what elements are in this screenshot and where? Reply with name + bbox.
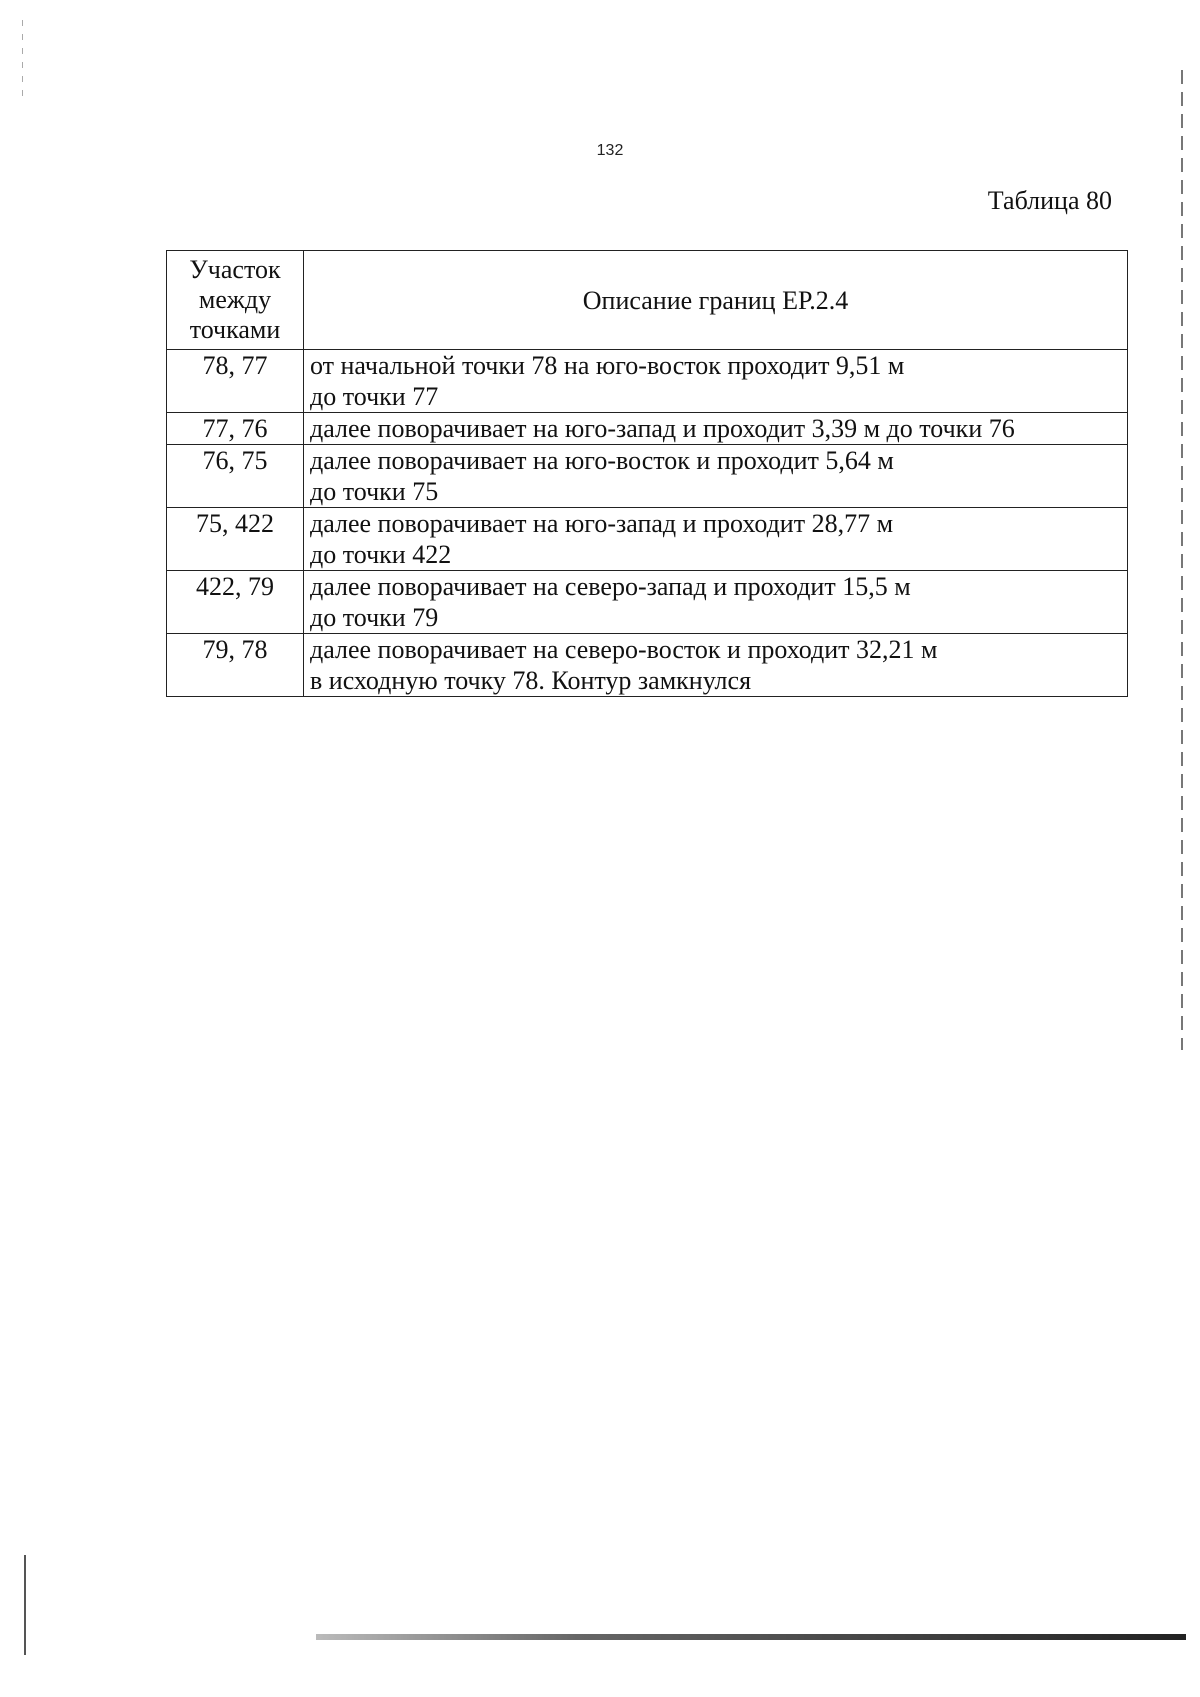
description-line: далее поворачивает на юго-запад и проходит 3,39 м до точки 76 bbox=[310, 414, 1015, 443]
header-description: Описание границ ЕР.2.4 bbox=[304, 251, 1128, 350]
description-line: от начальной точки 78 на юго-восток проходит 9,51 м bbox=[310, 351, 905, 380]
header-segment-line: Участок bbox=[189, 255, 281, 284]
description-cell bbox=[304, 350, 1128, 413]
table-row bbox=[167, 571, 1128, 634]
description-line: далее поворачивает на северо-запад и проходит 15,5 м bbox=[310, 572, 911, 601]
table-caption: Таблица 80 bbox=[987, 186, 1112, 215]
segment-cell: 75, 422 bbox=[167, 508, 304, 571]
description-line: до точки 79 bbox=[310, 603, 439, 632]
description-cell bbox=[304, 413, 1128, 445]
header-segment-line: между bbox=[198, 285, 272, 314]
table-row bbox=[167, 634, 1128, 697]
description-line: далее поворачивает на юго-запад и проходит 28,77 м bbox=[310, 509, 894, 538]
description-cell bbox=[304, 634, 1128, 697]
description-cell bbox=[304, 571, 1128, 634]
description-line: до точки 422 bbox=[310, 540, 452, 569]
header-segment-line: точками bbox=[189, 315, 281, 344]
segment-cell: 77, 76 bbox=[167, 413, 304, 445]
table-row bbox=[167, 508, 1128, 571]
table-row bbox=[167, 445, 1128, 508]
description-line: до точки 77 bbox=[310, 382, 439, 411]
segment-cell: 79, 78 bbox=[167, 634, 304, 697]
description-line: далее поворачивает на северо-восток и проходит 32,21 м bbox=[310, 635, 938, 664]
segment-cell: 422, 79 bbox=[167, 571, 304, 634]
description-cell bbox=[304, 508, 1128, 571]
scan-edge-mark bbox=[22, 20, 23, 100]
table-row bbox=[167, 350, 1128, 413]
page-number: 132 bbox=[596, 142, 624, 159]
description-line: до точки 75 bbox=[310, 477, 439, 506]
header-segment bbox=[167, 251, 304, 350]
table-row bbox=[167, 413, 1128, 445]
segment-cell: 78, 77 bbox=[167, 350, 304, 413]
footer-rule bbox=[316, 1634, 1186, 1640]
boundary-table bbox=[166, 250, 1128, 697]
scan-edge-mark bbox=[1181, 70, 1183, 1050]
description-line: далее поворачивает на юго-восток и проходит 5,64 м bbox=[310, 446, 894, 475]
segment-cell: 76, 75 bbox=[167, 445, 304, 508]
description-cell bbox=[304, 445, 1128, 508]
table-header-row bbox=[167, 251, 1128, 350]
description-line: в исходную точку 78. Контур замкнулся bbox=[310, 666, 752, 695]
scan-edge-mark bbox=[24, 1555, 26, 1655]
